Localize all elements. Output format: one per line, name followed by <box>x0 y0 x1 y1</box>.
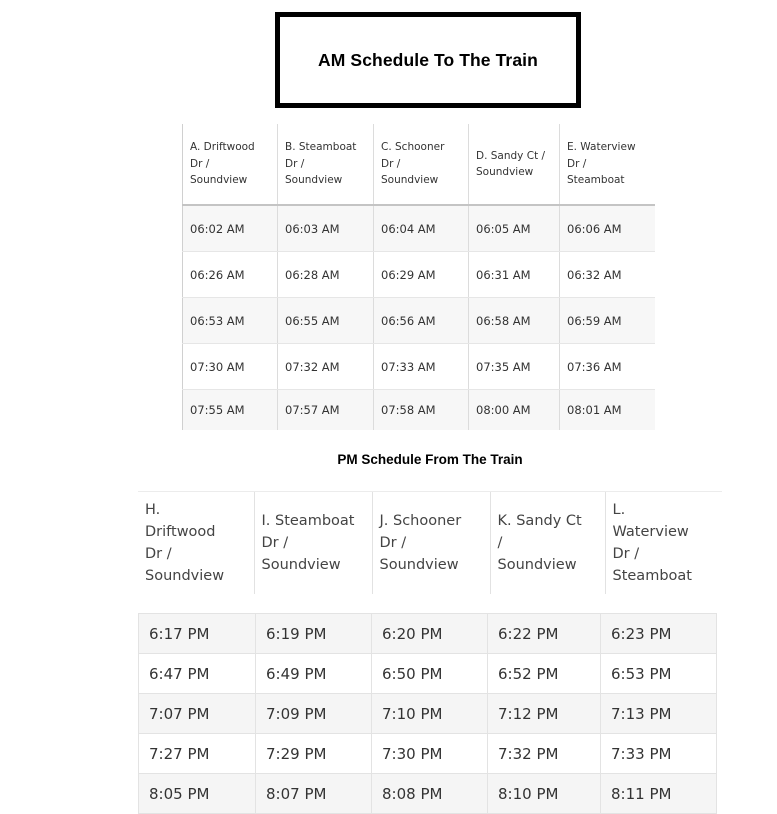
pm-table-row <box>139 734 717 774</box>
am-time-cell: 06:56 AM <box>374 298 469 344</box>
pm-time-cell: 7:12 PM <box>488 694 601 734</box>
pm-time-cell: 8:05 PM <box>139 774 256 814</box>
am-time-cell: 07:35 AM <box>469 344 560 390</box>
am-time-cell: 06:58 AM <box>469 298 560 344</box>
am-time-cell: 06:31 AM <box>469 252 560 298</box>
am-time-cell: 06:53 AM <box>183 298 278 344</box>
am-column-header: D. Sandy Ct / Soundview <box>469 124 560 205</box>
pm-time-cell: 8:08 PM <box>372 774 488 814</box>
am-time-cell: 06:55 AM <box>278 298 374 344</box>
am-table-row <box>183 205 655 252</box>
pm-time-cell: 6:47 PM <box>139 654 256 694</box>
am-time-cell: 06:03 AM <box>278 205 374 252</box>
pm-table-row <box>139 694 717 734</box>
pm-table-row <box>139 614 717 654</box>
pm-time-cell: 7:33 PM <box>601 734 717 774</box>
pm-time-cell: 7:27 PM <box>139 734 256 774</box>
pm-column-header: H. Driftwood Dr / Soundview <box>138 492 254 595</box>
pm-time-cell: 6:22 PM <box>488 614 601 654</box>
am-time-cell: 06:02 AM <box>183 205 278 252</box>
am-table-row <box>183 298 655 344</box>
pm-time-cell: 7:32 PM <box>488 734 601 774</box>
pm-time-cell: 7:09 PM <box>256 694 372 734</box>
pm-time-cell: 6:20 PM <box>372 614 488 654</box>
pm-time-cell: 6:53 PM <box>601 654 717 694</box>
pm-time-cell: 6:19 PM <box>256 614 372 654</box>
pm-time-cell: 7:30 PM <box>372 734 488 774</box>
am-time-cell: 07:36 AM <box>560 344 655 390</box>
pm-column-header: I. Steamboat Dr / Soundview <box>254 492 372 595</box>
am-time-cell: 07:33 AM <box>374 344 469 390</box>
am-table-row <box>183 344 655 390</box>
am-table-row <box>183 390 655 431</box>
am-column-header: B. Steamboat Dr / Soundview <box>278 124 374 205</box>
am-time-cell: 08:00 AM <box>469 390 560 431</box>
am-time-cell: 06:59 AM <box>560 298 655 344</box>
pm-table-row <box>139 774 717 814</box>
pm-table-row <box>139 654 717 694</box>
am-time-cell: 06:29 AM <box>374 252 469 298</box>
am-time-cell: 06:06 AM <box>560 205 655 252</box>
pm-time-cell: 7:13 PM <box>601 694 717 734</box>
am-schedule-table <box>182 124 655 430</box>
am-schedule-title: AM Schedule To The Train <box>318 49 538 70</box>
pm-time-cell: 7:29 PM <box>256 734 372 774</box>
am-time-cell: 06:26 AM <box>183 252 278 298</box>
am-time-cell: 06:28 AM <box>278 252 374 298</box>
pm-time-cell: 7:07 PM <box>139 694 256 734</box>
am-header-row <box>183 124 655 205</box>
pm-column-header: K. Sandy Ct / Soundview <box>490 492 605 595</box>
pm-schedule-title: PM Schedule From The Train <box>337 452 523 467</box>
am-table-row <box>183 252 655 298</box>
am-time-cell: 07:57 AM <box>278 390 374 431</box>
am-time-cell: 06:05 AM <box>469 205 560 252</box>
am-time-cell: 08:01 AM <box>560 390 655 431</box>
am-column-header: C. Schooner Dr / Soundview <box>374 124 469 205</box>
am-schedule-title-box <box>275 12 581 108</box>
am-column-header: E. Waterview Dr / Steamboat <box>560 124 655 205</box>
pm-schedule-header-table <box>138 491 722 594</box>
pm-column-header: L. Waterview Dr / Steamboat <box>605 492 722 595</box>
pm-time-cell: 6:23 PM <box>601 614 717 654</box>
pm-column-header: J. Schooner Dr / Soundview <box>372 492 490 595</box>
pm-time-cell: 8:10 PM <box>488 774 601 814</box>
pm-time-cell: 6:52 PM <box>488 654 601 694</box>
am-time-cell: 07:58 AM <box>374 390 469 431</box>
am-time-cell: 07:30 AM <box>183 344 278 390</box>
pm-time-cell: 8:11 PM <box>601 774 717 814</box>
pm-time-cell: 7:10 PM <box>372 694 488 734</box>
am-column-header: A. Driftwood Dr / Soundview <box>183 124 278 205</box>
pm-time-cell: 6:50 PM <box>372 654 488 694</box>
pm-header-row <box>138 492 722 595</box>
pm-schedule-table <box>138 613 717 814</box>
am-time-cell: 07:32 AM <box>278 344 374 390</box>
pm-time-cell: 8:07 PM <box>256 774 372 814</box>
pm-time-cell: 6:49 PM <box>256 654 372 694</box>
am-time-cell: 06:04 AM <box>374 205 469 252</box>
am-time-cell: 07:55 AM <box>183 390 278 431</box>
am-time-cell: 06:32 AM <box>560 252 655 298</box>
pm-time-cell: 6:17 PM <box>139 614 256 654</box>
